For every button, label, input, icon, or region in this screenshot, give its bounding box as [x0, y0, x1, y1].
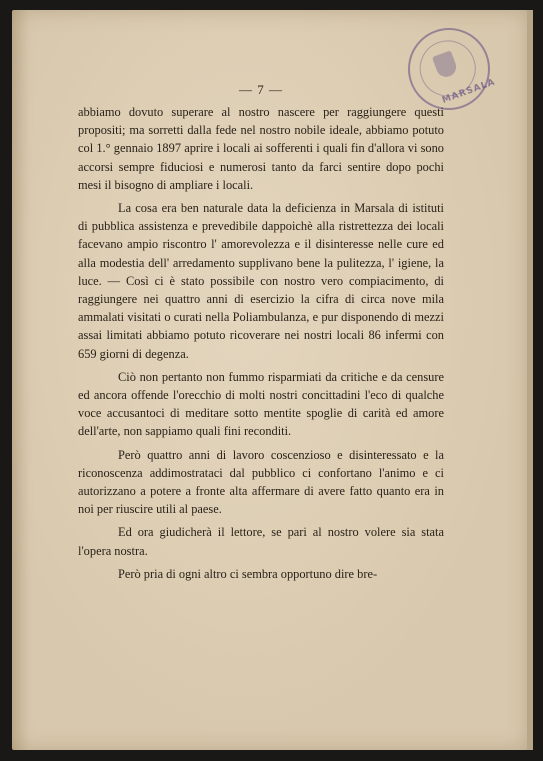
stamp-label: MARSALA	[440, 77, 497, 106]
page-edge	[527, 10, 533, 750]
paragraph: La cosa era ben naturale data la deficienza in Marsala di istituti di pubblica assistenza e prevedibile dappoichè alla ristrettezza dei locali facevano ampio riscontro l' amorevolezza e il disinteresse nelle cure ed alla modestia dell' arredamento supplivano bene la pulitezza, l' igiene, la luce. — Così ci è stato possibile con nostro vero compiacimento, di raggiungere nei quattro anni di esercizio la cifra di circa nove mila ammalati visitati o curati nella Poliambulanza, e pur disponendo di mezzi assai limitati abbiamo potuto ricoverare nei nostri locali 86 infermi con 659 giorni di degenza.	[78, 201, 444, 361]
paragraph: Ed ora giudicherà il lettore, se pari al nostro volere sia stata l'opera nostra.	[78, 525, 444, 558]
paragraph: Però quattro anni di lavoro coscenzioso e disinteressato e la riconoscenza addimostrataci dal pubblico ci confortano l'animo e ci autorizzano a potere a fronte alta affermare di avere fatto quanto era in noi per riuscire utili al paese.	[78, 447, 444, 517]
paragraph: abbiamo dovuto superare al nostro nascere per raggiungere questi propositi; ma sorretti dalla fede nel nostro nobile ideale, abbiamo potuto col 1.° gennaio 1897 aprire i locali ai sofferenti i quali fin d'allora vi sono accorsi sempre fiduciosi e numerosi tanto da farci sentire dopo pochi mesi il bisogno di ampliare i locali.	[78, 105, 444, 192]
page-number: — 7 —	[239, 82, 283, 97]
paragraph: Però pria di ogni altro ci sembra opportuno dire bre-	[118, 566, 378, 581]
paragraph: Ciò non pertanto non fummo risparmiati da critiche e da censure ed ancora offende l'orecchio di molti nostri concittadini l'eco di qualche voce accusantoci di meditare sotto mentite spoglie di carità ed amore dell'arte, non sappiamo quali fini reconditi.	[78, 369, 444, 439]
body-text	[78, 82, 444, 583]
